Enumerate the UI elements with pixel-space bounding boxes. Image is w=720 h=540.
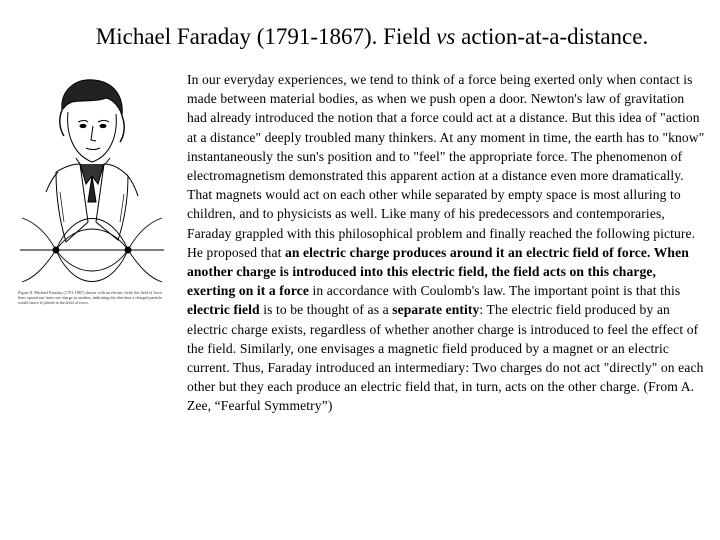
page-title: [0, 22, 720, 52]
title-text: Michael Faraday (1791-1867). Field: [95, 24, 437, 49]
paragraph-2: [187, 243, 707, 416]
p2-segment-2: in accordance with Coulomb's law. The important point is that this: [309, 283, 681, 299]
figure-caption: Figure 8. Michael Faraday (1791-1867) shown with an electric field; the field of force lines spread out from one charge to another, indicating the direction a charged particle would move if placed in the field of force.: [18, 290, 163, 305]
title-text-end: action-at-a-distance.: [455, 24, 649, 49]
p2-segment-1: He proposed that: [187, 244, 285, 260]
p2-bold-3: separate entity: [392, 302, 480, 318]
p2-bold-1: an electric charge produces around it an electric field of force. When another charge is introduced into this electric field, the field acts on this charge, exerting on it a force: [187, 244, 689, 299]
p2-segment-4: : The electric field produced by an electric charge exists, regardless of whether another charge is introduced to feel the effect of the field. Similarly, one envisages a magnetic field produced by a magnet or an electric current. Thus, Faraday introduced an intermediary: Two charges do not act "directly" on each other but they each produce an electric field that, in turn, acts on the other charge. (From A. Zee, “Fearful Symmetry”): [187, 302, 704, 414]
faraday-portrait-figure: [16, 72, 168, 312]
p2-segment-3: is to be thought of as a: [259, 302, 393, 318]
body-text: [187, 70, 707, 416]
faraday-portrait-illustration: [16, 72, 168, 292]
paragraph-1: In our everyday experiences, we tend to think of a force being exerted only when contact is made between material bodies, as when we push open a door. Newton's law of gravitation had already introduced the notion that a force could act at a distance. But this idea of "action at a distance" deeply troubled many thinkers. At any moment in time, the earth has to "know" instantaneously the sun's position and to "feel" the appropriate force. The phenomenon of electromagnetism demonstrated this apparent action at a distance even more dramatically. That magnets would act on each other while separated by empty space is most alluring to children, and to physicists as well. Like many of his predecessors and contemporaries, Faraday grappled with this philosophical problem and finally reached the following picture.: [187, 72, 705, 241]
title-italic: vs: [436, 24, 456, 49]
p2-bold-2: electric field: [187, 302, 260, 318]
